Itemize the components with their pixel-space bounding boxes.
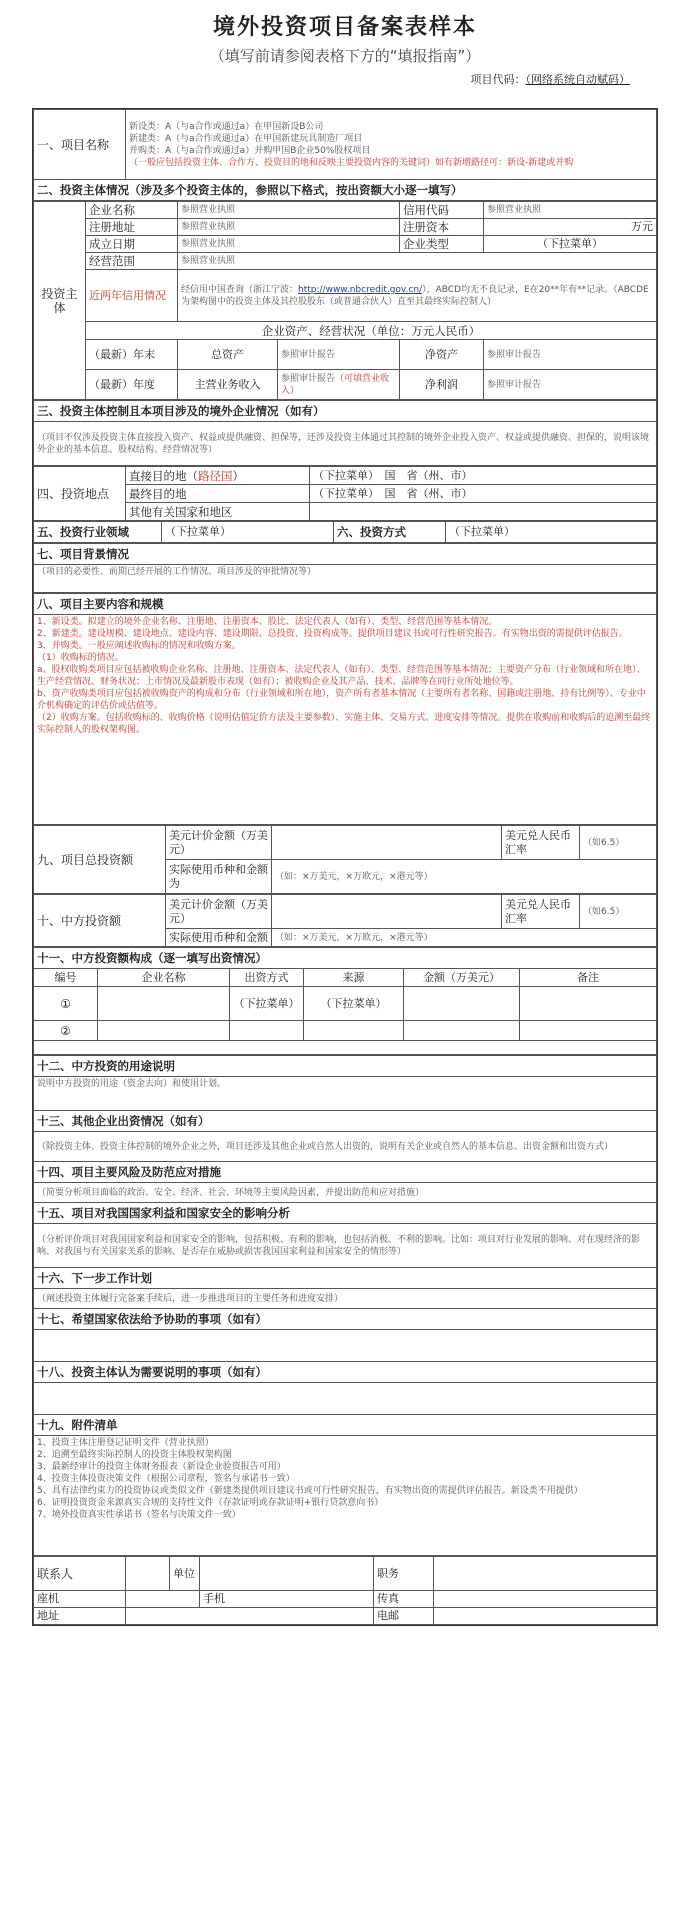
method-dropdown[interactable] <box>230 1021 304 1041</box>
contact-person-field[interactable] <box>126 1557 170 1591</box>
section-11-header: 十一、中方投资额构成（逐一填写出资情况） <box>34 948 657 969</box>
credit-china-link[interactable]: http://www.nbcredit.gov.cn/ <box>298 284 423 295</box>
project-name-note: （一般应包括投资主体、合作方、投资目的地和反映主要投资内容的关键词）如有新增路径可：新设-新建或并购 <box>129 157 574 168</box>
row-number: ② <box>34 1021 98 1041</box>
other-regions-label: 其他有关国家和地区 <box>126 503 310 521</box>
chinese-rate-label: 美元兑人民币汇率 <box>502 895 580 929</box>
contact-table <box>33 1556 657 1625</box>
registered-capital-field[interactable]: 万元 <box>484 219 657 236</box>
list-item: 6、证明投资资金来源真实合规的支持性文件（存款证明或存款证明+银行贷款意向书） <box>37 1498 384 1508</box>
section-8-field[interactable] <box>34 615 657 825</box>
company-cell[interactable] <box>98 1021 230 1041</box>
form-subtitle: （填写前请参阅表格下方的“填报指南”） <box>209 47 481 65</box>
section-19-header: 十九、附件清单 <box>34 1415 657 1436</box>
section-12-field[interactable]: 说明中方投资的用途（资金去向）和使用计划。 <box>34 1077 657 1111</box>
list-item: 1、投资主体注册登记证明文件（营业执照） <box>37 1438 214 1448</box>
final-destination-dropdown[interactable]: （下拉菜单） 国 省（州、市） <box>310 485 657 503</box>
revenue-field[interactable] <box>278 370 400 400</box>
source-dropdown[interactable]: （下拉菜单） <box>304 987 404 1021</box>
row-number: ① <box>34 987 98 1021</box>
project-name-line-2: 新建类：A（与a合作或通过a）在甲国新建玩具制造厂项目 <box>129 133 363 144</box>
s8-paragraph-1: 1、新设类。拟建立的境外企业名称、注册地、注册资本、股比、法定代表人（如有）、类型、经营范围等基本情况。 <box>37 617 498 627</box>
position-field[interactable] <box>434 1557 657 1591</box>
source-dropdown[interactable] <box>304 1021 404 1041</box>
fax-field[interactable] <box>434 1591 657 1608</box>
direct-destination-close: ） <box>232 468 244 483</box>
credit-history-text-a: 经信用中国查询（浙江宁波： <box>181 284 299 295</box>
registered-capital-label: 注册资本 <box>400 219 484 236</box>
total-currency-field[interactable]: （如：×万美元，×万欧元，×港元等） <box>272 860 657 894</box>
list-item: 3、最新经审计的投资主体财务报表（新设企业验资报告可用） <box>37 1462 286 1472</box>
landline-field[interactable] <box>126 1591 200 1608</box>
section-13-header: 十三、其他企业出资情况（如有） <box>34 1111 657 1132</box>
unit-label: 单位 <box>170 1557 200 1591</box>
col-header-source: 来源 <box>304 969 404 987</box>
project-code-label: 项目代码： <box>470 73 526 86</box>
project-code-line <box>0 70 690 90</box>
col-header-remarks: 备注 <box>520 969 657 987</box>
form-title: 境外投资项目备案表样本 <box>212 15 477 40</box>
project-name-line-3: 并购类：A（与a合作或通过a）并购甲国B企业50%股权项目 <box>129 145 371 156</box>
business-scope-field[interactable]: 参照营业执照 <box>178 253 657 270</box>
investment-method-label: 六、投资方式 <box>334 522 446 543</box>
credit-code-label: 信用代码 <box>400 202 484 219</box>
company-name-field[interactable]: 参照营业执照 <box>178 202 400 219</box>
section-9-table <box>33 825 657 894</box>
industry-label: 五、投资行业领域 <box>34 522 162 543</box>
year-end-label: （最新）年末 <box>86 340 178 370</box>
net-profit-label: 净利润 <box>400 370 484 400</box>
revenue-field-text: 参照审计报告 <box>281 373 336 384</box>
section-7-header: 七、项目背景情况 <box>34 544 657 565</box>
investor-side-label: 投资主体 <box>34 202 86 400</box>
project-code-value: （网络系统自动赋码） <box>525 73 630 86</box>
section-4-table <box>33 466 657 521</box>
method-dropdown[interactable]: （下拉菜单） <box>230 987 304 1021</box>
section-7-field[interactable]: （项目的必要性、前期已经开展的工作情况、项目涉及的审批情况等） <box>34 565 657 593</box>
amount-cell[interactable] <box>404 1021 520 1041</box>
section-15-header: 十五、项目对我国国家利益和国家安全的影响分析 <box>34 1203 657 1224</box>
list-item: 2、追溯至最终实际控制人的投资主体股权架构图 <box>37 1450 232 1460</box>
section-14-field[interactable]: （简要分析项目面临的政治、安全、经济、社会、环境等主要风险因素，并提出防范和应对措施） <box>34 1183 657 1203</box>
email-field[interactable] <box>434 1608 657 1625</box>
total-rate-field[interactable]: （如6.5） <box>580 826 657 860</box>
total-investment-label: 九、项目总投资额 <box>34 826 166 894</box>
founded-date-field[interactable]: 参照营业执照 <box>178 236 400 253</box>
other-regions-field[interactable] <box>310 503 657 521</box>
investment-location-label: 四、投资地点 <box>34 467 126 521</box>
landline-label: 座机 <box>34 1591 126 1608</box>
s8-paragraph-5: a、股权收购类项目应包括被收购企业名称、注册地、注册资本、法定代表人（如有）、类型、经营范围等基本情况；主要资产分布（行业领域和所在地）、生产经营情况、财务状况；上市情况及最新股市表现（如有）；被收购企业及其产品、技术、品牌等在同行业所处地位等。 <box>37 665 646 687</box>
net-profit-field[interactable]: 参照审计报告 <box>484 370 657 400</box>
section-16-header: 十六、下一步工作计划 <box>34 1268 657 1289</box>
registered-address-label: 注册地址 <box>86 219 178 236</box>
industry-dropdown[interactable]: （下拉菜单） <box>162 522 334 543</box>
section-12-header: 十二、中方投资的用途说明 <box>34 1056 657 1077</box>
total-assets-field[interactable]: 参照审计报告 <box>278 340 400 370</box>
s8-paragraph-7: （2）收购方案。包括收购标的、收购价格（说明估值定价方法及主要参数）、实施主体、交易方式、进度安排等情况。提供在收购前和收购后的追溯至最终实际控制人的股权架构图。 <box>37 713 651 735</box>
email-label: 电邮 <box>374 1608 434 1625</box>
address-label: 地址 <box>34 1608 126 1625</box>
credit-history-field[interactable] <box>178 270 657 322</box>
section-17-field[interactable] <box>34 1330 657 1362</box>
col-header-method: 出资方式 <box>230 969 304 987</box>
section-11-spacer <box>34 1041 657 1055</box>
section-14-header: 十四、项目主要风险及防范应对措施 <box>34 1162 657 1183</box>
s8-paragraph-6: b、资产收购类项目应包括被收购资产的构成和分布（行业领域和所在地），资产所有者基本情况（主要所有者名称、国籍或注册地、持有比例等）、专业中介机构确定的评估价或估值等。 <box>37 689 646 711</box>
net-assets-field[interactable]: 参照审计报告 <box>484 340 657 370</box>
section-15-field[interactable]: （分析评价项目对我国国家利益和国家安全的影响，包括积极、有利的影响，也包括消极、不利的影响。比如：项目对行业发展的影响、对在现经济的影响、对我国与有关国家关系的影响、是否存在威胁或损害我国国家利益和国家安全的情形等） <box>34 1224 657 1268</box>
section-3-header: 三、投资主体控制且本项目涉及的境外企业情况（如有） <box>34 401 657 422</box>
col-header-amount: 金额（万美元） <box>404 969 520 987</box>
col-header-no: 编号 <box>34 969 98 987</box>
founded-date-label: 成立日期 <box>86 236 178 253</box>
total-usd-field[interactable] <box>272 826 502 860</box>
project-name-label: 一、项目名称 <box>34 110 126 180</box>
project-name-field[interactable] <box>126 110 657 180</box>
section-10-table <box>33 894 657 947</box>
section-2-header: 二、投资主体情况（涉及多个投资主体的，参照以下格式，按出资额大小逐一填写） <box>34 180 657 201</box>
section-5-6-table <box>33 521 657 543</box>
final-destination-label: 最终目的地 <box>126 485 310 503</box>
address-field[interactable] <box>126 1608 374 1625</box>
list-item: 7、境外投资真实性承诺书（签名与决策文件一致） <box>37 1510 241 1520</box>
net-assets-label: 净资产 <box>400 340 484 370</box>
section-3-field[interactable]: （项目不仅涉及投资主体直接投入资产、权益或提供融资、担保等，还涉及投资主体通过其控制的境外企业投入资产、权益或提供融资、担保的，说明该境外企业的基本信息、股权结构、经营情况等） <box>34 422 657 466</box>
total-usd-label: 美元计价金额（万美元） <box>166 826 272 860</box>
section-18-field[interactable] <box>34 1383 657 1415</box>
sections-12-19-table <box>33 1055 657 1556</box>
company-name-label: 企业名称 <box>86 202 178 219</box>
amount-cell[interactable] <box>404 987 520 1021</box>
section-11-table <box>33 947 657 1055</box>
contact-person-label: 联系人 <box>34 1557 126 1591</box>
section-1-table <box>33 109 657 201</box>
section-16-field[interactable]: （阐述投资主体履行完备案手续后，进一步推进项目的主要任务和进度安排） <box>34 1289 657 1309</box>
mobile-cell[interactable] <box>200 1591 374 1608</box>
chinese-currency-field[interactable]: （如：×万美元，×万欧元，×港元等） <box>272 929 657 947</box>
credit-code-field[interactable]: 参照营业执照 <box>484 202 657 219</box>
chinese-currency-label: 实际使用币种和金额 <box>166 929 272 947</box>
section-17-header: 十七、希望国家依法给予协助的事项（如有） <box>34 1309 657 1330</box>
route-country-text: 路径国 <box>198 468 233 483</box>
col-header-company: 企业名称 <box>98 969 230 987</box>
s8-paragraph-2: 2、新建类。建设规模、建设地点、建设内容、建设期限、总投资、投资构成等。提供项目建议书或可行性研究报告。有实物出资的需提供评估报告。 <box>37 629 628 639</box>
section-18-header: 十八、投资主体认为需要说明的事项（如有） <box>34 1362 657 1383</box>
chinese-rate-field[interactable]: （如6.5） <box>580 895 657 929</box>
remarks-cell[interactable] <box>520 1021 657 1041</box>
table-row <box>34 987 657 1021</box>
total-rate-label: 美元兑人民币汇率 <box>502 826 580 860</box>
mobile-label: 手机 <box>203 1592 225 1605</box>
revenue-field-hint: （可填营业收入） <box>281 373 390 396</box>
credit-history-text-b: ），ABCD均无不良记录，E在20**年有**记录。（ABCDE为架构图中的投资主体及其控股股东（或普通合伙人）直至其最终实际控制人） <box>181 284 649 307</box>
chinese-usd-field[interactable] <box>272 895 502 929</box>
filing-form <box>32 108 658 1626</box>
s8-paragraph-4: （1）收购标的情况。 <box>37 653 124 663</box>
total-assets-label: 总资产 <box>178 340 278 370</box>
position-label: 职务 <box>374 1557 434 1591</box>
project-name-line-1: 新设类：A（与a合作或通过a）在甲国新设B公司 <box>129 121 324 132</box>
credit-history-label: 近两年信用情况 <box>86 270 178 322</box>
section-3-table <box>33 400 657 466</box>
company-type-label: 企业类型 <box>400 236 484 253</box>
fiscal-year-label: （最新）年度 <box>86 370 178 400</box>
direct-destination-text: 直接目的地（ <box>129 468 198 483</box>
fax-label: 传真 <box>374 1591 434 1608</box>
direct-destination-dropdown[interactable]: （下拉菜单） 国 省（州、市） <box>310 467 657 485</box>
registered-address-field[interactable]: 参照营业执照 <box>178 219 400 236</box>
section-7-table <box>33 543 657 593</box>
remarks-cell[interactable] <box>520 987 657 1021</box>
section-13-field[interactable]: （除投资主体、投资主体控制的境外企业之外，项目还涉及其他企业或自然人出资的，说明有关企业或自然人的基本信息、出资金额和出资方式） <box>34 1132 657 1162</box>
section-2-table <box>33 201 657 400</box>
revenue-label: 主营业务收入 <box>178 370 278 400</box>
table-row <box>34 1021 657 1041</box>
section-8-header: 八、项目主要内容和规模 <box>34 594 657 615</box>
unit-field[interactable] <box>200 1557 374 1591</box>
financial-status-header: 企业资产、经营状况（单位：万元人民币） <box>86 322 657 340</box>
company-type-dropdown[interactable]: （下拉菜单） <box>484 236 657 253</box>
attachment-list <box>34 1436 657 1556</box>
chinese-usd-label: 美元计价金额（万美元） <box>166 895 272 929</box>
list-item: 4、投资主体投资决策文件（根据公司章程，签名与承诺书一致） <box>37 1474 295 1484</box>
total-currency-label: 实际使用币种和金额为 <box>166 860 272 894</box>
company-cell[interactable] <box>98 987 230 1021</box>
direct-destination-label <box>126 467 310 485</box>
section-8-table <box>33 593 657 825</box>
investment-method-dropdown[interactable]: （下拉菜单） <box>446 522 657 543</box>
s8-paragraph-3: 3、并购类。一般应阐述收购标的情况和收购方案。 <box>37 641 241 651</box>
chinese-investment-label: 十、中方投资额 <box>34 895 166 947</box>
business-scope-label: 经营范围 <box>86 253 178 270</box>
list-item: 5、具有法律约束力的投资协议或类似文件（新建类提供项目建议书或可行性研究报告，有实物出资的需提供评估报告。新设类不用提供） <box>37 1486 583 1496</box>
